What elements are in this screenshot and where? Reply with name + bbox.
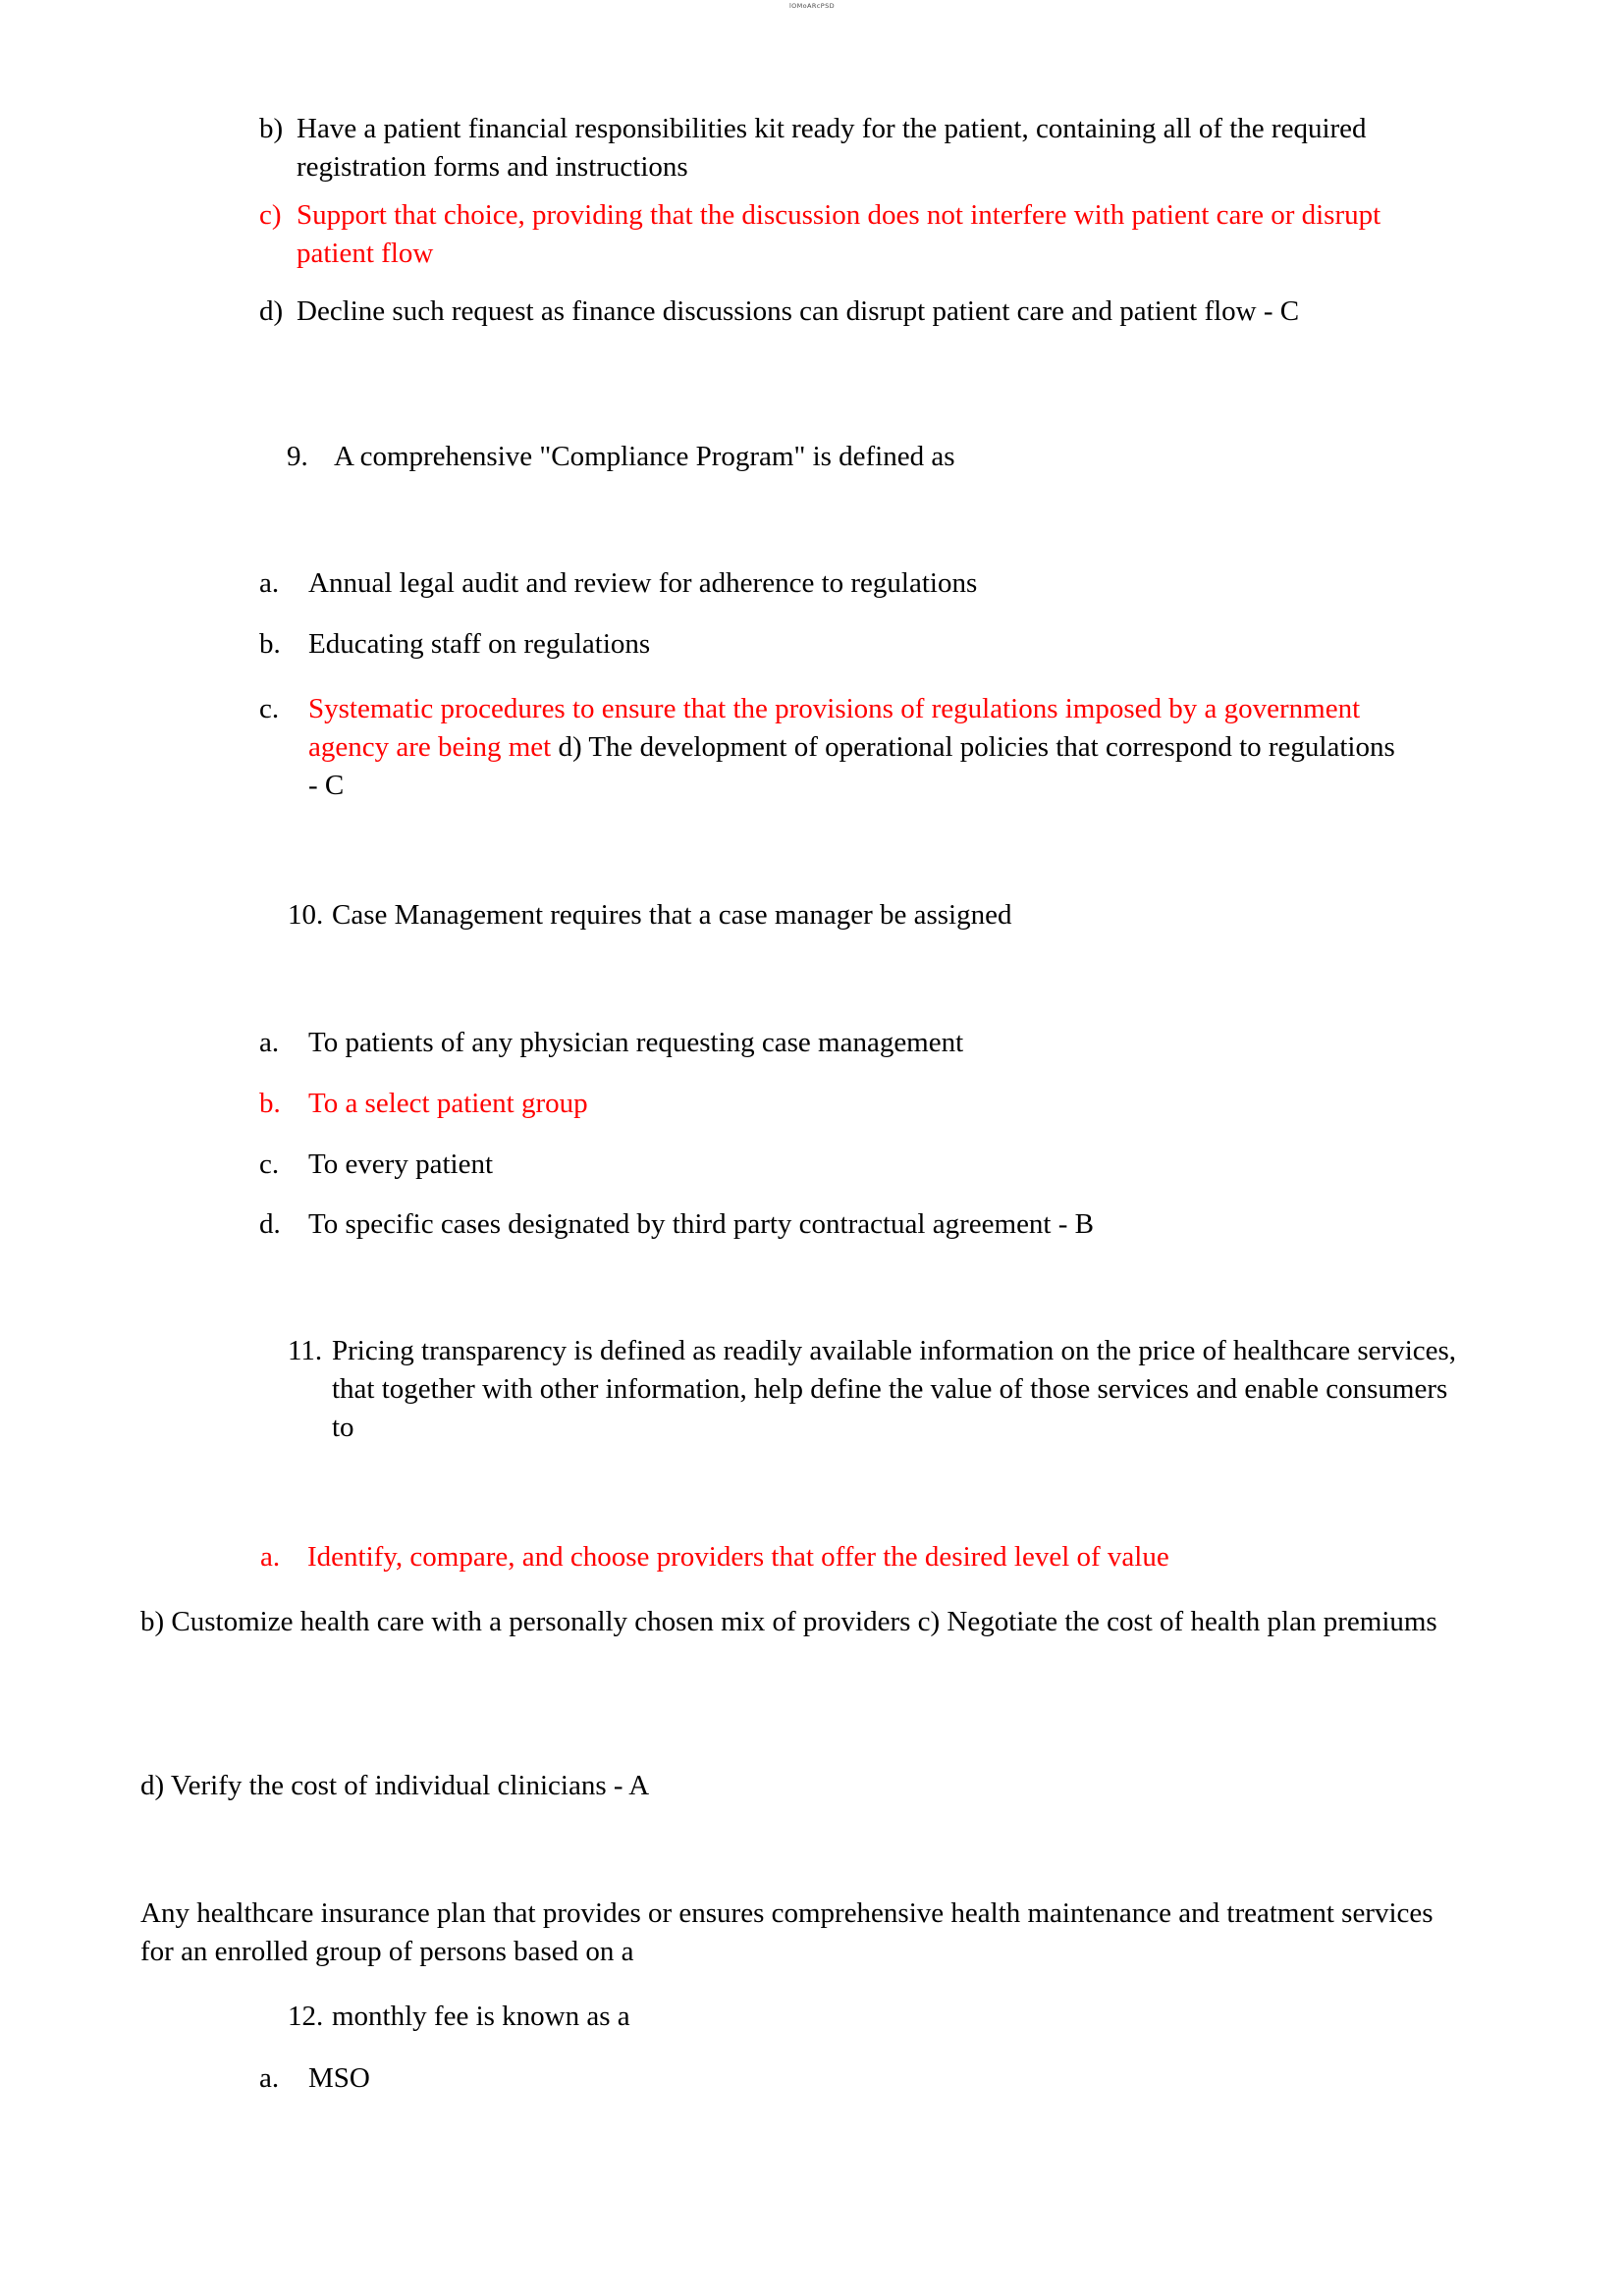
watermark-text: lOMoARcPSD bbox=[788, 2, 836, 10]
option-text: Identify, compare, and choose providers that offer the desired level of value bbox=[307, 1541, 1169, 1573]
question-12 bbox=[288, 1998, 1466, 2036]
question-text: A comprehensive "Compliance Program" is defined as bbox=[334, 441, 955, 472]
option-marker: d. bbox=[259, 1208, 281, 1240]
option-text: Educating staff on regulations bbox=[308, 628, 651, 660]
option-marker: a. bbox=[259, 2062, 280, 2094]
option-text: Annual legal audit and review for adherence to regulations bbox=[308, 567, 978, 599]
options-11bc-paragraph: b) Customize health care with a personally chosen mix of providers c) Negotiate the cost of health plan premiums bbox=[140, 1606, 1437, 1637]
option-marker: c) bbox=[259, 199, 282, 231]
option-9b bbox=[259, 625, 1437, 664]
option-text: To every patient bbox=[308, 1148, 494, 1180]
question-text: Case Management requires that a case manager be assigned bbox=[332, 899, 1012, 931]
option-10c bbox=[259, 1146, 1437, 1184]
option-marker: c. bbox=[259, 1148, 280, 1180]
option-marker: a. bbox=[259, 1027, 280, 1058]
question-number: 11. bbox=[288, 1335, 323, 1366]
option-text: To a select patient group bbox=[308, 1088, 588, 1119]
option-12a bbox=[259, 2059, 1437, 2098]
question-10 bbox=[288, 896, 1466, 934]
question-text: Pricing transparency is defined as readily available information on the price of healthcare services, that together with other information, help define the value of those services and enable consumers to bbox=[332, 1335, 1457, 1443]
question-number: 9. bbox=[287, 441, 308, 472]
option-marker: d) bbox=[259, 295, 284, 327]
question-number: 10. bbox=[288, 899, 324, 931]
option-marker: a. bbox=[259, 567, 280, 599]
option-marker: b) bbox=[259, 113, 284, 144]
option-8b bbox=[259, 110, 1388, 187]
option-9a bbox=[259, 564, 1437, 603]
option-11d-paragraph: d) Verify the cost of individual clinicians - A bbox=[140, 1770, 650, 1801]
option-text: To specific cases designated by third party contractual agreement - B bbox=[308, 1208, 1094, 1240]
question-11 bbox=[288, 1332, 1461, 1447]
option-text-continued-part: d) The development of operational policies that correspond to regulations - C bbox=[308, 731, 1395, 801]
option-10b-correct bbox=[259, 1085, 1437, 1123]
option-10d bbox=[259, 1205, 1437, 1244]
question-9 bbox=[287, 438, 1465, 476]
option-text: Support that choice, providing that the discussion does not interfere with patient care or disrupt patient flow bbox=[297, 199, 1381, 269]
option-text-correct-part: Systematic procedures to ensure that the provisions of regulations imposed by a government agency are being met bbox=[308, 693, 1361, 763]
option-text: Have a patient financial responsibilities kit ready for the patient, containing all of the required registration forms and instructions bbox=[297, 113, 1367, 183]
option-text: Decline such request as finance discussions can disrupt patient care and patient flow - C bbox=[297, 295, 1300, 327]
option-text: To patients of any physician requesting case management bbox=[308, 1027, 964, 1058]
option-11a-correct bbox=[260, 1538, 1438, 1576]
option-marker: c. bbox=[259, 693, 280, 724]
option-8d bbox=[259, 293, 1487, 331]
option-text: MSO bbox=[308, 2062, 370, 2094]
question-text: monthly fee is known as a bbox=[332, 2001, 630, 2032]
option-marker: a. bbox=[260, 1541, 281, 1573]
question-number: 12. bbox=[288, 2001, 324, 2032]
option-text bbox=[308, 690, 1398, 805]
option-marker: b. bbox=[259, 1088, 281, 1119]
option-8c-correct bbox=[259, 196, 1428, 273]
option-10a bbox=[259, 1024, 1437, 1062]
option-9c-correct bbox=[259, 690, 1398, 805]
question-12-intro: Any healthcare insurance plan that provides or ensures comprehensive health maintenance and treatment services for an enrolled group of persons based on a bbox=[140, 1897, 1434, 1967]
option-marker: b. bbox=[259, 628, 281, 660]
